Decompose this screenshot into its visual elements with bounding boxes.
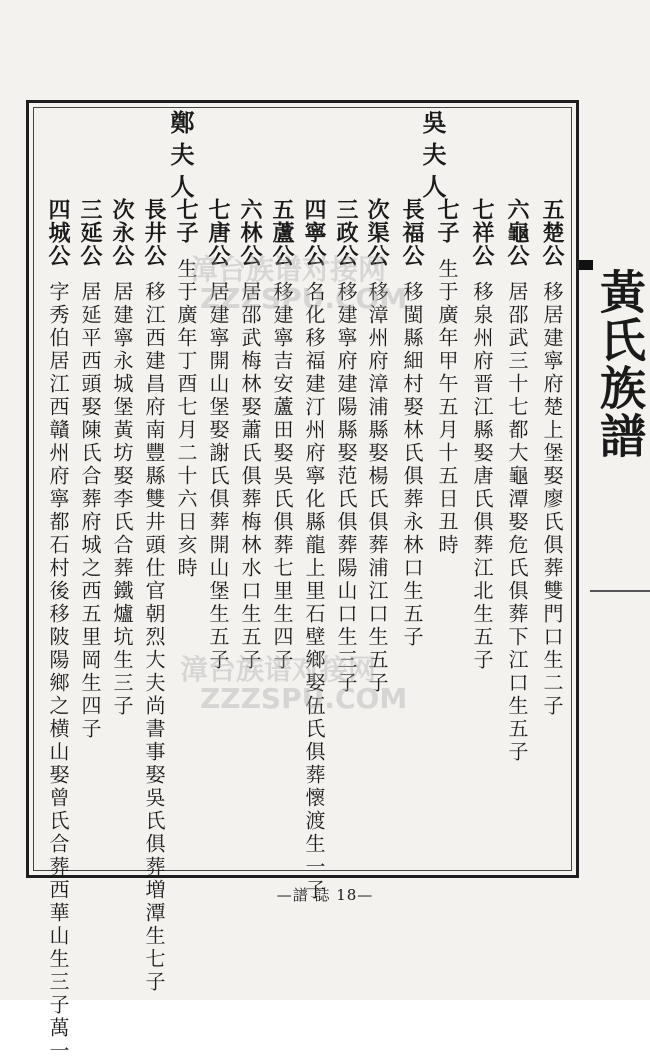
entry-name: 七唐公 <box>205 198 231 267</box>
entry-column <box>300 198 328 902</box>
entry-name: 五楚公 <box>539 198 565 267</box>
entry-text: 移閩縣細村娶林氏俱葬永林口生五子 <box>400 281 424 649</box>
entry-text: 移漳州府漳浦縣娶楊氏俱葬浦江口生五子 <box>365 281 389 695</box>
entry-name: 七祥公 <box>469 198 495 267</box>
entry-text: 名化移福建汀州府寧化縣龍上里石壁鄉娶伍氏俱葬懷渡生一子 <box>302 281 326 902</box>
entry-text: 居邵武梅林娶蕭氏俱葬梅林水口生五子 <box>238 281 262 672</box>
entry-text: 居建寧永城堡黃坊娶李氏合葬鐵爐坑生三子 <box>110 281 134 718</box>
title-rule <box>590 590 650 592</box>
entry-name: 七子 <box>434 198 460 244</box>
entry-name: 六林公 <box>237 198 263 267</box>
entry-name: 六龜公 <box>504 198 530 267</box>
entry-text: 生于廣年丁酉七月二十六日亥時 <box>174 258 198 580</box>
entry-name: 三政公 <box>333 198 359 267</box>
watermark-text: 漳台族谱对接网 <box>180 653 377 686</box>
watermark-text: ZZZSPU.COM <box>200 682 408 715</box>
entry-column <box>236 198 264 672</box>
entry-text: 字秀伯居江西贛州府寧都石村後移陂陽鄉之横山娶曾氏合葬西華山生三子萬一 <box>46 281 70 1063</box>
heading-wu-furen: 吳夫人 <box>418 110 447 206</box>
entry-column <box>468 198 496 672</box>
entry-text: 生于廣年甲午五月十五日丑時 <box>435 258 459 557</box>
entry-text: 移江西建昌府南豐縣雙井頭仕官朝烈大夫尚書事娶吳氏俱葬増潭生七子 <box>142 281 166 994</box>
entry-column <box>172 198 200 580</box>
entry-column <box>538 198 566 718</box>
entry-column <box>363 198 391 695</box>
entry-column <box>268 198 296 672</box>
heading-zheng-furen: 鄭夫人 <box>166 110 195 206</box>
entry-name: 四城公 <box>45 198 71 267</box>
entry-name: 五蘆公 <box>269 198 295 267</box>
entry-text: 移建寧府建陽縣娶范氏俱葬陽山口生三子 <box>334 281 358 695</box>
entry-name: 次永公 <box>109 198 135 267</box>
entry-column <box>44 198 72 1063</box>
entry-text: 居延平西頭娶陳氏合葬府城之西五里岡生四子 <box>78 281 102 741</box>
page-footer: —譜 誌 18— <box>276 886 374 904</box>
entry-name: 三延公 <box>77 198 103 267</box>
entry-text: 居邵武三十七都大龜潭娶危氏俱葬下江口生五子 <box>505 281 529 764</box>
watermark-text: 漳台族谱对接网 <box>190 253 387 286</box>
entry-column <box>76 198 104 741</box>
page-title: 黃氏族譜 <box>593 268 647 460</box>
watermark-text: ZZZSPU.COM <box>200 282 408 315</box>
entry-name: 七子 <box>173 198 199 244</box>
entry-column <box>140 198 168 994</box>
entry-column <box>204 198 232 672</box>
entry-column <box>332 198 360 695</box>
entry-column <box>503 198 531 764</box>
entry-text: 移泉州府晋江縣娶唐氏俱葬江北生五子 <box>470 281 494 672</box>
entry-column <box>433 198 461 557</box>
entry-name: 次渠公 <box>364 198 390 267</box>
entry-column <box>108 198 136 718</box>
entry-text: 移建寧吉安蘆田娶吳氏俱葬七里生四子 <box>270 281 294 672</box>
entry-name: 長福公 <box>399 198 425 267</box>
entry-text: 居建寧開山堡娶謝氏俱葬開山堡生五子 <box>206 281 230 672</box>
entry-text: 移居建寧府楚上堡娶廖氏俱葬雙門口生二子 <box>540 281 564 718</box>
entry-name: 長井公 <box>141 198 167 267</box>
title-strip <box>579 150 650 910</box>
entry-name: 四寧公 <box>301 198 327 267</box>
entry-column <box>398 198 426 649</box>
